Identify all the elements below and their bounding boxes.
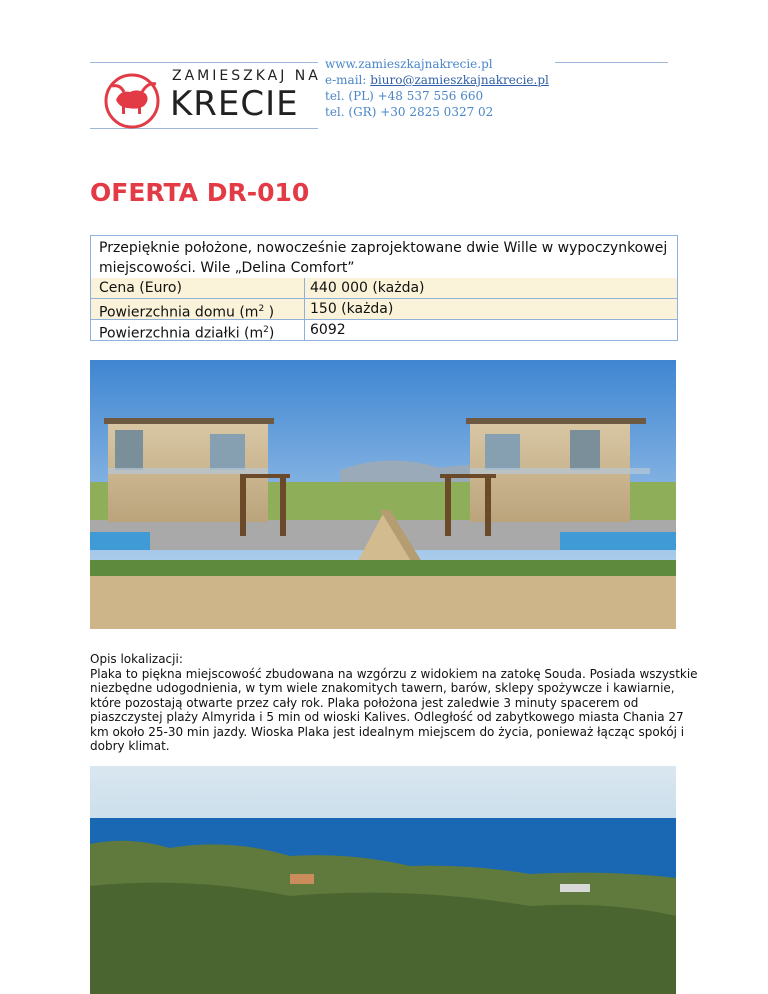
header-line-left bbox=[90, 62, 318, 63]
row-value: 150 (każda) bbox=[310, 301, 394, 317]
table-row bbox=[91, 298, 677, 319]
contact-block bbox=[325, 56, 549, 120]
table-row bbox=[91, 319, 677, 340]
row-label: Powierzchnia domu ($m^2$ ) bbox=[91, 299, 305, 319]
offer-info-table bbox=[90, 235, 678, 341]
offer-title: OFERTA DR-010 bbox=[90, 178, 310, 207]
location-heading: Opis lokalizacji: bbox=[90, 652, 183, 666]
villa-render-image bbox=[90, 360, 676, 629]
location-section bbox=[90, 652, 700, 754]
table-row bbox=[91, 278, 677, 298]
sea-view-image bbox=[90, 766, 676, 994]
row-value: 440 000 (każda) bbox=[310, 280, 425, 296]
email-label: e-mail: bbox=[325, 73, 371, 87]
location-text: Plaka to piękna miejscowość zbudowana na wzgórzu z widokiem na zatokę Souda. Posiada wszystkie niezbędne udogodnienia, w tym wiele znakomitych tawern, barów, sklepy spożywcze i kawiarnie, które pozostają otwarte przez cały rok. Plaka położona jest zaledwie 3 minuty spacerem od piaszczystej plaży Almyrida i 5 min od wioski Kalives. Odległość od zabytkowego miasta Chania 27 km około 25-30 min jazdy. Wioska Plaka jest idealnym miejscem do życia, ponieważ łącząc spokój i dobry klimat. bbox=[90, 666, 698, 753]
offer-description: Przepięknie położone, nowocześnie zaprojektowane dwie Wille w wypoczynkowej miejscowości. Wile „Delina Comfort” bbox=[99, 240, 668, 276]
email-link[interactable]: biuro@zamieszkajnakrecie.pl bbox=[370, 73, 549, 87]
row-label: Cena (Euro) bbox=[91, 278, 305, 298]
header-line-right bbox=[555, 62, 668, 63]
brand-name: KRECIE bbox=[170, 84, 299, 124]
phone-pl: tel. (PL) +48 537 556 660 bbox=[325, 89, 484, 103]
row-label: Powierzchnia działki $(m^2)$ bbox=[91, 320, 305, 340]
brand-tagline: ZAMIESZKAJ NA bbox=[172, 68, 321, 84]
email-line bbox=[325, 72, 549, 88]
row-value: 6092 bbox=[310, 322, 346, 338]
bull-icon bbox=[98, 70, 168, 130]
website-link[interactable]: www.zamieszkajnakrecie.pl bbox=[325, 57, 493, 71]
phone-gr: tel. (GR) +30 2825 0327 02 bbox=[325, 105, 494, 119]
